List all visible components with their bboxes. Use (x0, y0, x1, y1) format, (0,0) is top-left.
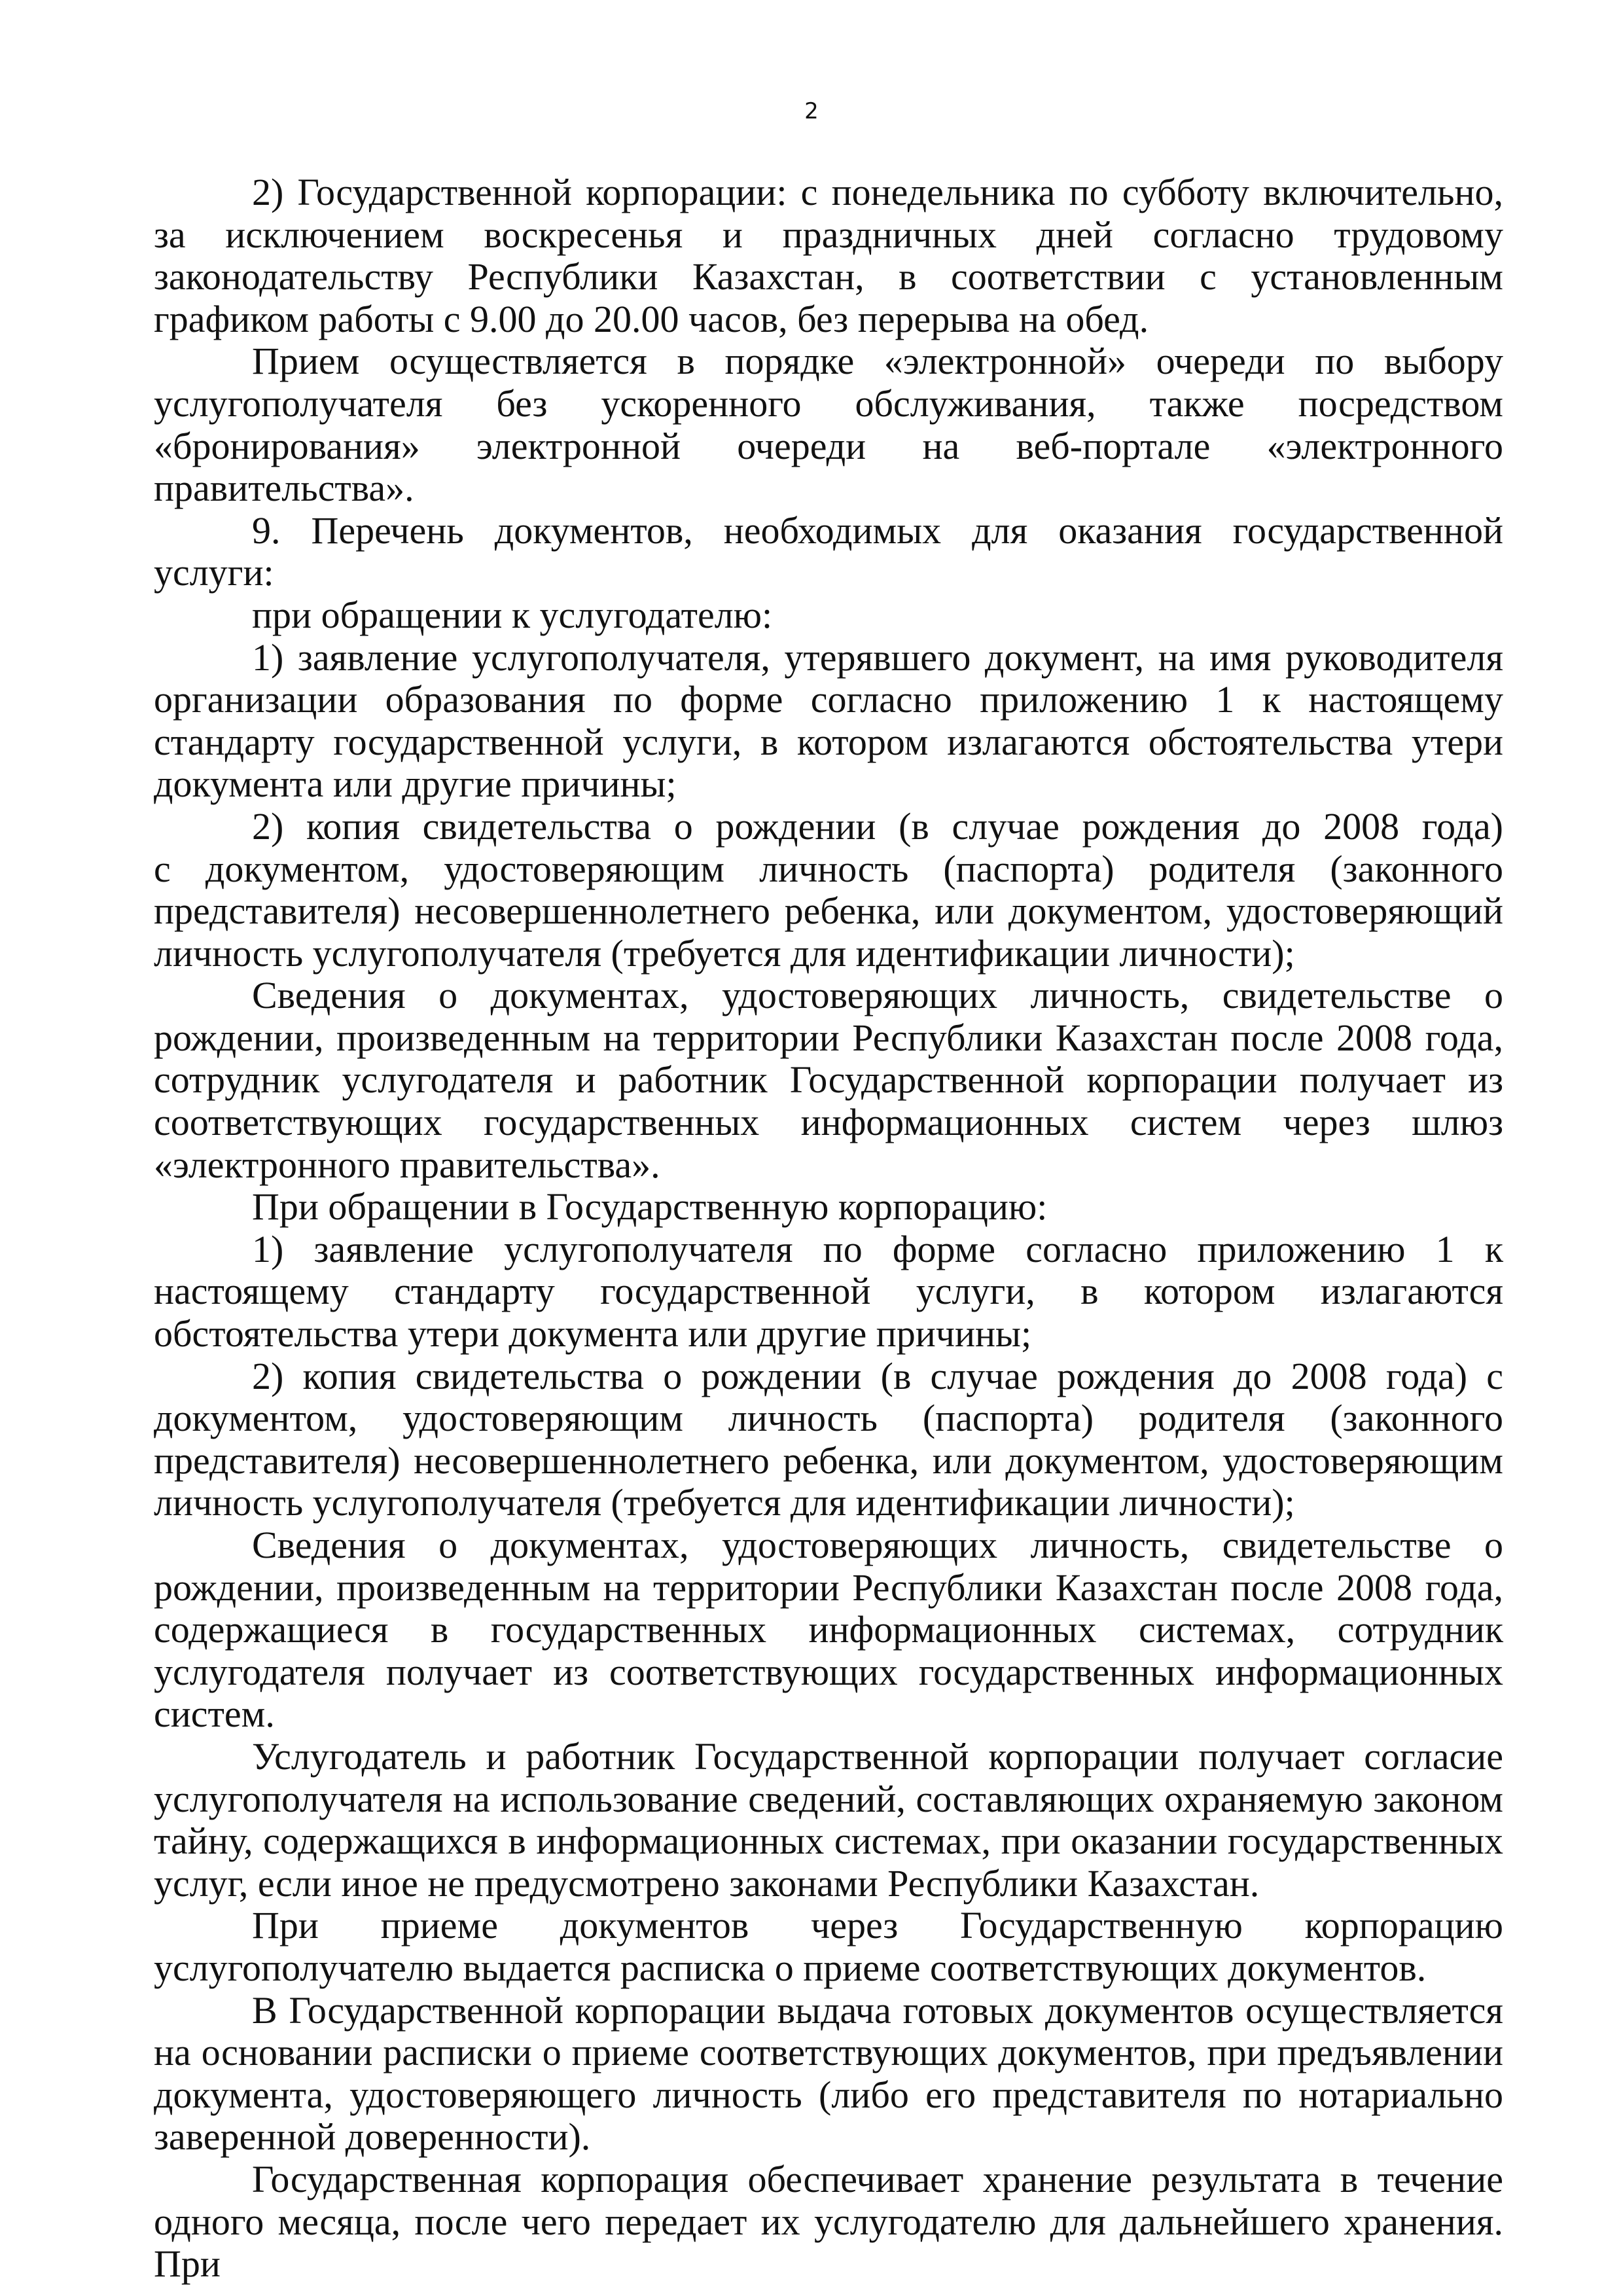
paragraph-provider-item-1: 1) заявление услугополучателя, утерявшего документ, на имя руководителя организации образования по форме согласно приложению 1 к настоящему стандарту государственной услуги, в котором излагаются обстоятельства утери документа или другие причины; (154, 636, 1503, 806)
paragraph-provider-item-2-line2: с документом, удостоверяющим личность (паспорта) родителя (законного (154, 847, 1503, 890)
paragraph-provider-info: Сведения о документах, удостоверяющих личность, свидетельстве о рождении, произведенным на территории Республики Казахстан после 2008 года, сотрудник услугодателя и работник Государственной корпорации получает из соответствующих государственных информационных систем через шлюз «электронного правительства». (154, 974, 1503, 1186)
document-body (154, 171, 1503, 2286)
paragraph-provider-heading: при обращении к услугодателю: (252, 593, 773, 636)
paragraph-queue: Прием осуществляется в порядке «электронной» очереди по выбору услугополучателя без ускоренного обслуживания, также посредством «бронирования» электронной очереди на веб-портале «электронного правительства». (154, 340, 1503, 510)
paragraph-corporation-info: Сведения о документах, удостоверяющих личность, свидетельстве о рождении, произведенным на территории Республики Казахстан после 2008 года, содержащиеся в государственных информационных системах, сотрудник услугодателя получает из соответствующих государственных информационных систем. (154, 1524, 1503, 1736)
paragraph-storage: Государственная корпорация обеспечивает хранение результата в течение одного месяца, после чего передает их услугодателю для дальнейшего хранения. При (154, 2157, 1503, 2286)
paragraph-consent: Услугодатель и работник Государственной корпорации получает согласие услугополучателя на использование сведений, составляющих охраняемую законом тайну, содержащихся в информационных системах, при оказании государственных услуг, если иное не предусмотрено законами Республики Казахстан. (154, 1734, 1503, 1905)
paragraph-document-list-heading: 9. Перечень документов, необходимых для оказания государственной услуги: (154, 509, 1503, 594)
paragraph-provider-item-2-rest: представителя) несовершеннолетнего ребенка, или документом, удостоверяющий личность услугополучателя (требуется для идентификации личности); (154, 889, 1503, 975)
paragraph-corporation-heading: При обращении в Государственную корпорацию: (252, 1185, 1048, 1229)
paragraph-issuance: В Государственной корпорации выдача готовых документов осуществляется на основании расписки о приеме соответствующих документов, при предъявлении документа, удостоверяющего личность (либо его представителя по нотариально заверенной доверенности). (154, 1988, 1503, 2159)
paragraph-provider-item-2-line1: 2) копия свидетельства о рождении (в случае рождения до 2008 года) (252, 804, 1503, 848)
paragraph-receipt: При приеме документов через Государственную корпорацию услугополучателю выдается расписка о приеме соответствующих документов. (154, 1904, 1503, 1989)
paragraph-schedule: 2) Государственной корпорации: с понедельника по субботу включительно, за исключением воскресенья и праздничных дней согласно трудовому законодательству Республики Казахстан, в соответствии с установленным графиком работы с 9.00 до 20.00 часов, без перерыва на обед. (154, 171, 1503, 340)
page-number: 2 (804, 98, 819, 124)
paragraph-corporation-item-2: 2) копия свидетельства о рождении (в случае рождения до 2008 года) с документом, удостоверяющим личность (паспорта) родителя (законного представителя) несовершеннолетнего ребенка, или документом, удостоверяющим личность услугополучателя (требуется для идентификации личности); (154, 1354, 1503, 1524)
paragraph-corporation-item-1: 1) заявление услугополучателя по форме согласно приложению 1 к настоящему стандарту государственной услуги, в котором излагаются обстоятельства утери документа или другие причины; (154, 1227, 1503, 1355)
